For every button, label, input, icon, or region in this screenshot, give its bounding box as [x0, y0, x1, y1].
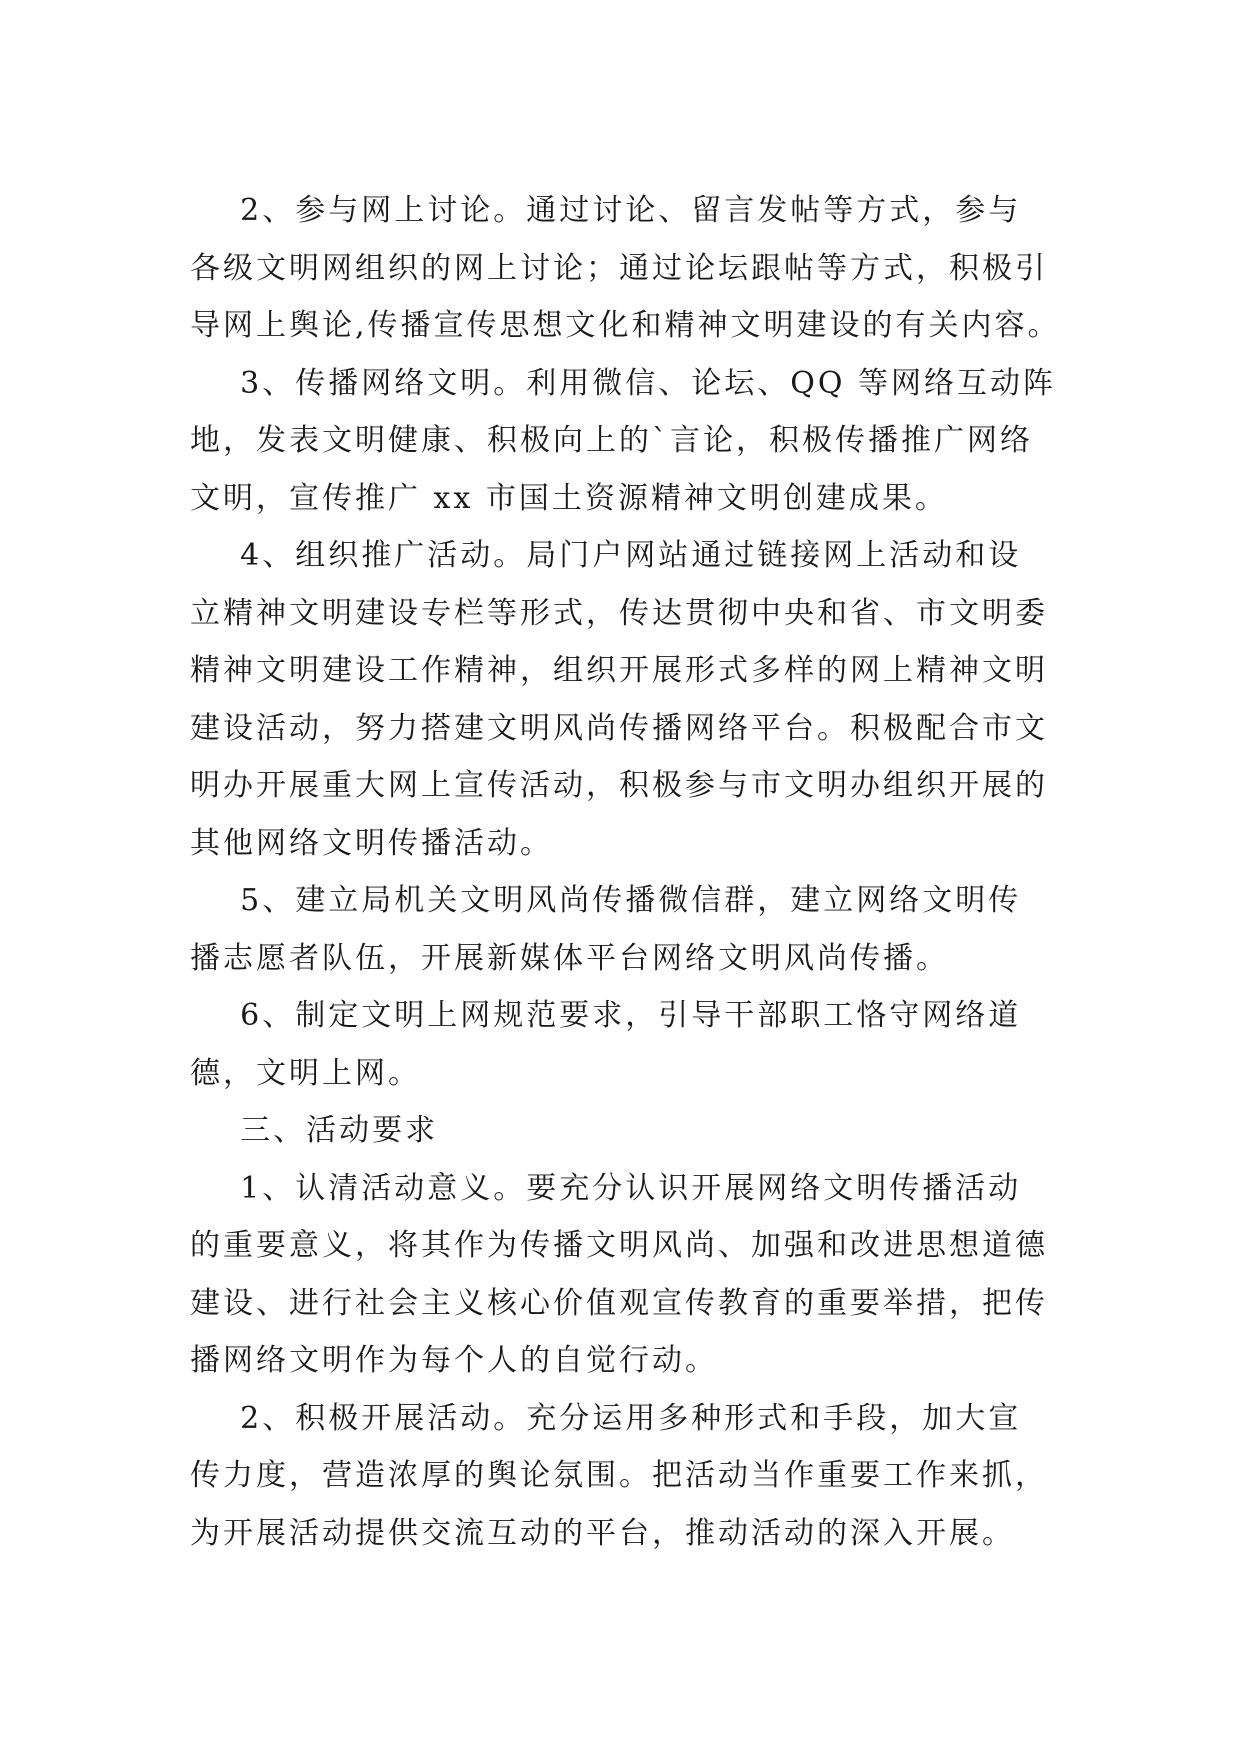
text-line: 文明，宣传推广 xx 市国土资源精神文明创建成果。	[190, 480, 948, 516]
text-line: 明办开展重大网上宣传活动，积极参与市文明办组织开展的	[190, 768, 1048, 803]
text-line: 各级文明网组织的网上讨论；通过论坛跟帖等方式，积极引	[190, 250, 1048, 286]
text-line: 其他网络文明传播活动。	[190, 825, 553, 861]
text-line: 为开展活动提供交流互动的平台，推动活动的深入开展。	[190, 1515, 1015, 1551]
text-line: 1、认清活动意义。要充分认识开展网络文明传播活动	[190, 1170, 1022, 1206]
text-line: 2、参与网上讨论。通过讨论、留言发帖等方式，参与	[190, 193, 1022, 228]
text-line: 3、传播网络文明。利用微信、论坛、QQ 等网络互动阵	[190, 365, 1056, 401]
text-line: 的重要意义，将其作为传播文明风尚、加强和改进思想道德	[190, 1228, 1048, 1263]
text-line: 2、积极开展活动。充分运用多种形式和手段，加大宣	[190, 1400, 1022, 1436]
section-heading: 三、活动要求	[190, 1113, 439, 1148]
text-line: 建设活动，努力搭建文明风尚传播网络平台。积极配合市文	[190, 710, 1048, 746]
text-line: 5、建立局机关文明风尚传播微信群，建立网络文明传	[190, 883, 1022, 918]
text-line: 播志愿者队伍，开展新媒体平台网络文明风尚传播。	[190, 940, 949, 976]
text-line: 建设、进行社会主义核心价值观宣传教育的重要举措，把传	[190, 1285, 1048, 1321]
text-line: 6、制定文明上网规范要求，引导干部职工恪守网络道	[190, 998, 1022, 1033]
text-line: 4、组织推广活动。局门户网站通过链接网上活动和设	[190, 538, 1022, 573]
text-line: 立精神文明建设专栏等形式，传达贯彻中央和省、市文明委	[190, 595, 1048, 631]
text-line: 精神文明建设工作精神，组织开展形式多样的网上精神文明	[190, 653, 1048, 688]
document-body	[190, 182, 1231, 1562]
text-line: 地，发表文明健康、积极向上的`言论，积极传播推广网络	[190, 423, 1033, 458]
text-line: 德，文明上网。	[190, 1055, 421, 1091]
text-line: 导网上舆论,传播宣传思想文化和精神文明建设的有关内容。	[190, 308, 1061, 343]
text-line: 播网络文明作为每个人的自觉行动。	[190, 1343, 718, 1378]
text-line: 传力度，营造浓厚的舆论氛围。把活动当作重要工作来抓，	[190, 1458, 1048, 1493]
